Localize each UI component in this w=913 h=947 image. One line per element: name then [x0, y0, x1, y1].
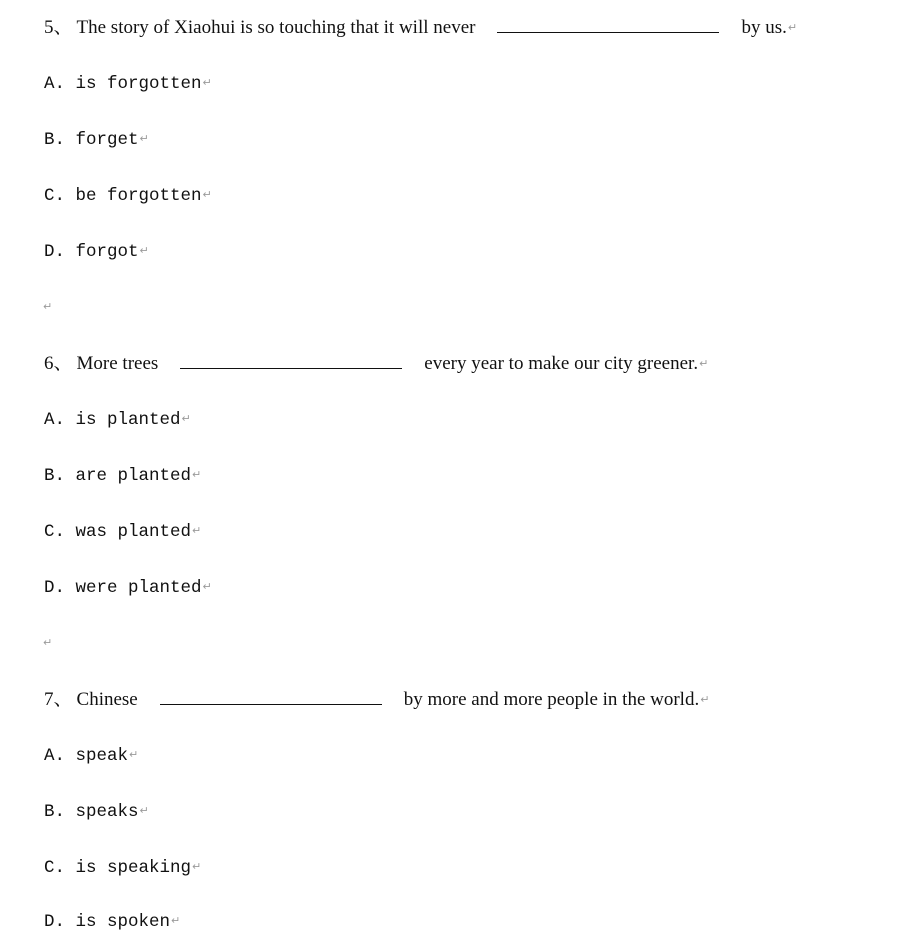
paragraph-mark-icon: ↵ — [181, 412, 191, 425]
question-text-before: The story of Xiaohui is so touching that it will never — [76, 17, 476, 38]
option-label: B. are planted — [44, 466, 192, 486]
option-label: B. speaks — [44, 802, 139, 822]
question-number: 6、 — [44, 353, 73, 374]
question-text-after: by us. — [741, 17, 787, 38]
option-label: A. is forgotten — [44, 74, 202, 94]
question-number: 5、 — [44, 17, 73, 38]
paragraph-mark-icon: ↵ — [139, 244, 149, 257]
option-5b — [44, 126, 149, 152]
option-5c — [44, 182, 212, 208]
option-7c — [44, 854, 201, 880]
paragraph-mark-icon: ↵ — [139, 132, 149, 145]
option-label: A. is planted — [44, 410, 181, 430]
question-number: 7、 — [44, 689, 73, 710]
question-6-stem — [44, 350, 708, 376]
paragraph-mark-icon: ↵ — [192, 524, 202, 537]
option-label: D. is spoken — [44, 912, 171, 932]
option-label: D. were planted — [44, 578, 202, 598]
option-5d — [44, 238, 149, 264]
option-6a — [44, 406, 191, 432]
option-6d — [44, 574, 212, 600]
answer-blank — [180, 350, 402, 369]
paragraph-mark-icon: ↵ — [700, 693, 710, 706]
option-label: B. forget — [44, 130, 139, 150]
option-7d — [44, 908, 180, 934]
paragraph-mark-icon: ↵ — [202, 76, 212, 89]
paragraph-mark-icon: ↵ — [43, 300, 53, 313]
option-label: C. be forgotten — [44, 186, 202, 206]
option-label: A. speak — [44, 746, 129, 766]
question-text-before: Chinese — [76, 689, 138, 710]
option-6c — [44, 518, 201, 544]
option-5a — [44, 70, 212, 96]
paragraph-mark-icon: ↵ — [192, 860, 202, 873]
answer-blank — [160, 686, 382, 705]
question-text-before: More trees — [76, 353, 159, 374]
paragraph-mark-icon: ↵ — [139, 804, 149, 817]
paragraph-mark-icon: ↵ — [43, 636, 53, 649]
option-7b — [44, 798, 149, 824]
empty-paragraph — [42, 630, 52, 656]
option-label: C. is speaking — [44, 858, 192, 878]
option-7a — [44, 742, 138, 768]
question-text-after: by more and more people in the world. — [403, 689, 700, 710]
option-6b — [44, 462, 201, 488]
paragraph-mark-icon: ↵ — [699, 357, 709, 370]
paragraph-mark-icon: ↵ — [787, 21, 798, 34]
question-5-stem — [44, 14, 797, 40]
paragraph-mark-icon: ↵ — [202, 188, 212, 201]
answer-blank — [497, 14, 719, 33]
paragraph-mark-icon: ↵ — [171, 914, 181, 927]
option-label: C. was planted — [44, 522, 192, 542]
paragraph-mark-icon: ↵ — [202, 580, 212, 593]
option-label: D. forgot — [44, 242, 139, 262]
question-text-after: every year to make our city greener. — [424, 353, 699, 374]
question-7-stem — [44, 686, 709, 712]
empty-paragraph — [42, 294, 52, 320]
paragraph-mark-icon: ↵ — [192, 468, 202, 481]
paragraph-mark-icon: ↵ — [129, 748, 139, 761]
